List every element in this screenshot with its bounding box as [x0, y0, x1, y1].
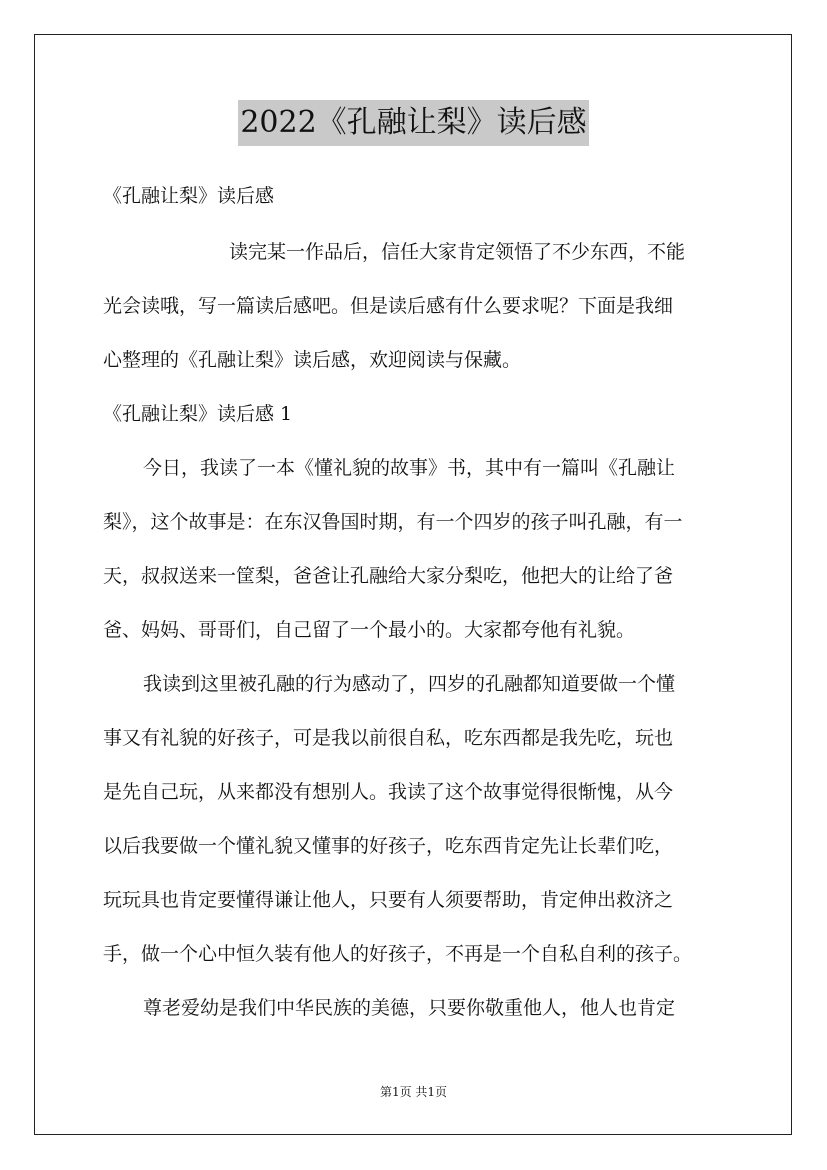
paragraph-line: 梨》，这个故事是：在东汉鲁国时期，有一个四岁的孩子叫孔融，有一 [103, 511, 683, 533]
section-heading: 《孔融让梨》读后感 1 [103, 403, 293, 425]
document-title-block [0, 100, 827, 146]
paragraph-line: 读完某一作品后，信任大家肯定领悟了不少东西，不能 [229, 241, 686, 263]
paragraph-line: 事又有礼貌的好孩子，可是我以前很自私，吃东西都是我先吃，玩也 [103, 727, 674, 749]
subtitle-line: 《孔融让梨》读后感 [103, 185, 275, 207]
paragraph-line: 手，做一个心中恒久装有他人的好孩子，不再是一个自私自利的孩子。 [103, 943, 693, 965]
paragraph-line: 光会读哦，写一篇读后感吧。但是读后感有什么要求呢？下面是我细 [103, 295, 674, 317]
paragraph-line: 我读到这里被孔融的行为感动了，四岁的孔融都知道要做一个懂 [143, 673, 676, 695]
paragraph-line: 是先自己玩，从来都没有想别人。我读了这个故事觉得很惭愧，从今 [103, 781, 674, 803]
paragraph-line: 以后我要做一个懂礼貌又懂事的好孩子，吃东西肯定先让长辈们吃， [103, 835, 674, 857]
page-footer: 第1页 共1页 [379, 1085, 448, 1099]
paragraph-line: 玩玩具也肯定要懂得谦让他人，只要有人须要帮助，肯定伸出救济之 [103, 889, 674, 911]
paragraph-line: 心整理的《孔融让梨》读后感，欢迎阅读与保藏。 [103, 349, 522, 371]
document-title: 2022《孔融让梨》读后感 [238, 100, 588, 146]
paragraph-line: 尊老爱幼是我们中华民族的美德，只要你敬重他人，他人也肯定 [143, 997, 676, 1019]
paragraph-line: 爸、妈妈、哥哥们，自己留了一个最小的。大家都夸他有礼貌。 [103, 619, 636, 641]
paragraph-line: 天，叔叔送来一筐梨，爸爸让孔融给大家分梨吃，他把大的让给了爸 [103, 565, 674, 587]
paragraph-line: 今日，我读了一本《懂礼貌的故事》书，其中有一篇叫《孔融让 [143, 457, 676, 479]
